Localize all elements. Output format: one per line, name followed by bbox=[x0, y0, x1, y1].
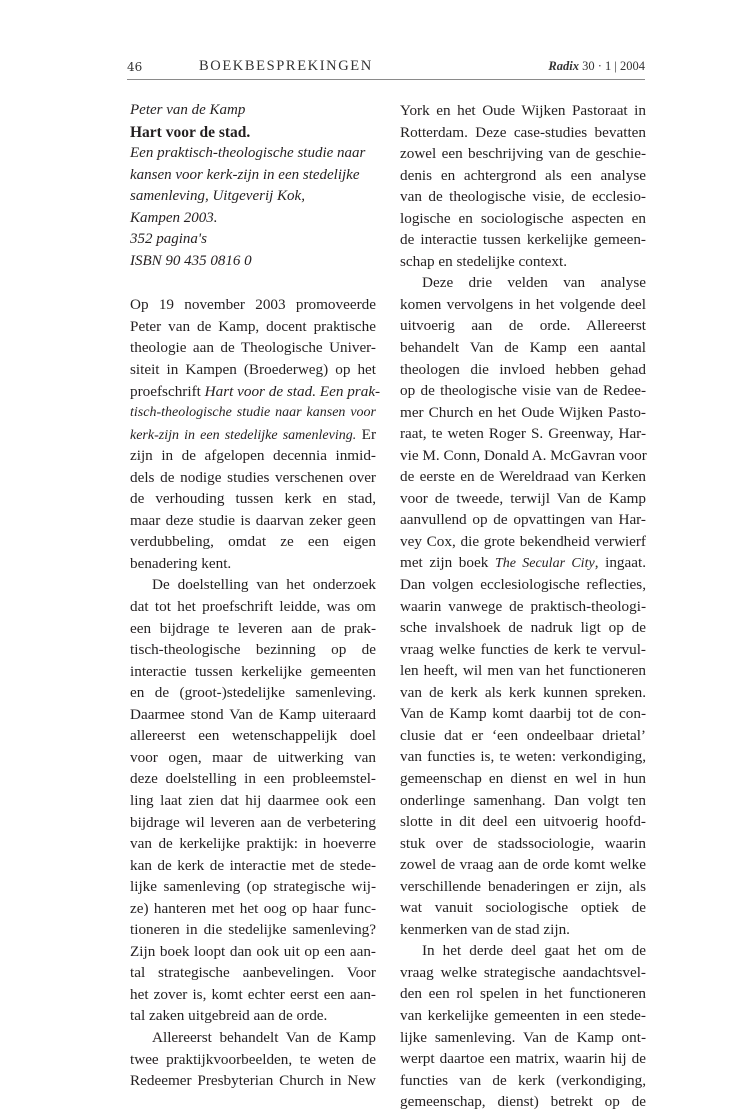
text-line: voor de tweede, terwijl Van de Kamp bbox=[400, 489, 646, 507]
text-line: het zover is, komt echter eerst een aan- bbox=[130, 985, 376, 1003]
text-line: maar deze studie is daarvan zeker geen bbox=[130, 511, 376, 529]
text-line: bijdrage wil leveren aan de verbetering bbox=[130, 813, 376, 831]
header-rule bbox=[127, 79, 645, 80]
text-line: kenmerken van de stad zijn. bbox=[400, 920, 570, 938]
text-line: tioneren in die stedelijke samenleving? bbox=[130, 921, 376, 939]
text-line: de verhouding tussen kerk en stad, bbox=[130, 490, 376, 508]
text-line: sche invalshoek de nadruk ligt op de bbox=[400, 619, 646, 637]
text-line: clusie dat er ‘een ondeelbaar drietal’ bbox=[400, 726, 646, 744]
text-line: met zijn boek The Secular City, ingaat. bbox=[400, 554, 647, 572]
text-line: twee praktijkvoorbeelden, te weten de bbox=[130, 1050, 376, 1068]
text-line: De doelstelling van het onderzoek bbox=[152, 576, 376, 594]
text-line: lijke samenleving (op strategische wij- bbox=[130, 878, 376, 896]
journal-name: Radix bbox=[548, 59, 579, 73]
text-line: den een rol spelen in het functioneren bbox=[400, 985, 646, 1003]
text-line: verdubbeling, omdat ze een eigen bbox=[130, 533, 376, 551]
text-line: van de kerkelijke praktijk: in hoeverre bbox=[130, 835, 376, 853]
text-line: theologen die invloed hebben gehad bbox=[400, 360, 646, 378]
text-line: Zijn boek loopt dan ook uit op een aan- bbox=[130, 942, 376, 960]
text-line: len heeft, wil men van het functioneren bbox=[400, 662, 646, 680]
text-line: zijn in de afgelopen decennia inmid- bbox=[130, 447, 376, 465]
text-line: zowel de vraag aan de orde komt welke bbox=[400, 856, 646, 874]
text-line: een bijdrage te leveren aan de prak- bbox=[130, 619, 376, 637]
text-line: Peter van de Kamp, docent praktische bbox=[130, 317, 376, 335]
text-line: allereerst een wetenschappelijk doel bbox=[130, 727, 376, 745]
text-line: York en het Oude Wijken Pastoraat in bbox=[400, 102, 646, 119]
text-line: Deze drie velden van analyse bbox=[422, 274, 646, 292]
text-line: waarin vanwege de praktisch-theologi- bbox=[400, 597, 646, 615]
text-line: theologie aan de Theologische Univer- bbox=[130, 339, 376, 357]
text-line: schap en stedelijke context. bbox=[400, 252, 568, 270]
text-line: komen vervolgens in het volgende deel bbox=[400, 295, 646, 313]
text-line: logische en sociologische aspecten en bbox=[400, 209, 646, 227]
italic-book-title: The Secular City bbox=[494, 556, 595, 572]
text-line: aanvullend op de opvattingen van Har- bbox=[400, 511, 646, 529]
text-line: van de theologische visie, de ecclesio- bbox=[400, 188, 646, 206]
italic-title: Hart voor de stad. Een prak- bbox=[204, 382, 381, 400]
page-number: 46 bbox=[127, 60, 143, 74]
text-line: Rotterdam. Deze case-studies bevatten bbox=[400, 123, 646, 141]
text-line: dat tot het proefschrift leidde, was om bbox=[130, 598, 376, 616]
book-subtitle-line: samenleving, Uitgeverij Kok, bbox=[130, 188, 305, 205]
text-line: Redeemer Presbyterian Church in New bbox=[130, 1072, 376, 1090]
text-line: onderlinge samenhang. Dan volgt ten bbox=[400, 791, 646, 809]
text-line: slotte in dit deel een uitvoerig hoofd- bbox=[400, 813, 646, 831]
text-line: siteit in Kampen (Broederweg) op het bbox=[130, 361, 376, 379]
text-line: werpt daartoe een matrix, waarin hij de bbox=[400, 1050, 646, 1068]
text-line: wat vanuit sociologische optiek de bbox=[400, 899, 646, 917]
text-line: tisch-theologische bezinning op de bbox=[130, 641, 376, 659]
book-pages: 352 pagina's bbox=[130, 231, 207, 248]
text-line: dels de nodige studies verschenen over bbox=[130, 468, 376, 486]
text-line: tal strategische aanbevelingen. Voor bbox=[130, 964, 376, 982]
text-line: zowel een beschrijving van de geschie- bbox=[400, 145, 646, 163]
text-line: denis en achtergrond als een analyse bbox=[400, 166, 646, 184]
text-line: mer Church en het Oude Wijken Pasto- bbox=[400, 403, 646, 421]
text-line: gemeenschap, dienst) betrekt op de bbox=[400, 1093, 646, 1111]
text-line: In het derde deel gaat het om de bbox=[422, 942, 646, 960]
text-line: Dan volgen ecclesiologische reflecties, bbox=[400, 576, 646, 594]
text-line: kan de kerk de interactie met de stede- bbox=[130, 856, 376, 874]
book-subtitle-line: Kampen 2003. bbox=[130, 209, 218, 226]
text-line: vraag welke strategische aandachtsvel- bbox=[400, 963, 646, 981]
text-line: de interactie tussen kerkelijke gemeen- bbox=[400, 231, 646, 249]
text-line: Van de Kamp komt daarbij tot de con- bbox=[400, 705, 646, 723]
text-line: deze doelstelling in een probleemstel- bbox=[130, 770, 376, 788]
text-line: proefschrift Hart voor de stad. Een prak- bbox=[130, 382, 381, 400]
text-line: benadering kent. bbox=[130, 554, 232, 572]
text-line: van de kerk als kerk kunnen spreken. bbox=[400, 683, 646, 701]
text-line: Op 19 november 2003 promoveerde bbox=[130, 296, 376, 314]
text-line: uitvoerig aan de orde. Allereerst bbox=[400, 317, 646, 335]
journal-issue: 30 · 1 | 2004 bbox=[582, 59, 645, 73]
text-line: op de theologische visie van de Redee- bbox=[400, 382, 646, 400]
text-line: van functies is, te weten: verkondiging, bbox=[400, 748, 646, 766]
book-title: Hart voor de stad. bbox=[130, 123, 251, 141]
text-line: raat, te weten Roger S. Greenway, Har- bbox=[400, 425, 646, 443]
text-line: ling laat zien dat hij daarmee ook een bbox=[130, 791, 376, 809]
text-line: vie M. Conn, Donald A. McGavran voor bbox=[400, 446, 647, 464]
running-header bbox=[127, 58, 645, 80]
review-body-left bbox=[130, 294, 381, 1091]
text-line: verschillende benaderingen er zijn, als bbox=[400, 877, 646, 895]
text-line: interactie tussen kerkelijke gemeenten bbox=[130, 662, 376, 680]
text-line: van kerkelijke gemeenten in een stede- bbox=[400, 1006, 646, 1024]
journal-reference bbox=[548, 59, 645, 74]
section-title: BOEKBESPREKINGEN bbox=[199, 58, 373, 74]
book-author: Peter van de Kamp bbox=[130, 102, 246, 118]
text-line: Daarmee stond Van de Kamp uiteraard bbox=[130, 705, 376, 723]
book-bibliography bbox=[130, 100, 376, 272]
text-line: vraag welke functies de kerk te vervul- bbox=[400, 640, 646, 658]
text-line: vey Cox, die grote bekendheid verwierf bbox=[400, 532, 646, 550]
book-subtitle-line: kansen voor kerk-zijn in een stedelijke bbox=[130, 166, 360, 183]
text-line: gemeenschap en dienst en wel in hun bbox=[400, 769, 646, 787]
text-line: voor ogen, maar de uitwerking van bbox=[130, 748, 376, 766]
book-isbn: ISBN 90 435 0816 0 bbox=[130, 252, 252, 269]
text-line: Allereerst behandelt Van de Kamp bbox=[152, 1028, 376, 1046]
text-line: lijke samenleving. Van de Kamp ont- bbox=[400, 1028, 646, 1046]
text-line: stuk over de stadssociologie, waarin bbox=[400, 834, 646, 852]
text-line: ze) hanteren met het oog op haar func- bbox=[130, 899, 376, 917]
text-line: tisch-theologische studie naar kansen voor bbox=[130, 405, 376, 421]
text-line: de eerste en de Wereldraad van Kerken bbox=[400, 468, 646, 486]
left-column bbox=[130, 100, 381, 1092]
text-line: tal zaken uitgebreid aan de orde. bbox=[130, 1007, 328, 1025]
text-line: functies van de kerk (verkondiging, bbox=[400, 1071, 646, 1089]
text-line: kerk-zijn in een stedelijke samenleving. Er bbox=[130, 425, 377, 443]
right-column bbox=[400, 100, 646, 1113]
text-line: behandelt Van de Kamp een aantal bbox=[400, 339, 646, 357]
book-subtitle-line: Een praktisch-theologische studie naar bbox=[130, 145, 366, 162]
text-line: en de (groot-)stedelijke samenleving. bbox=[130, 684, 376, 702]
